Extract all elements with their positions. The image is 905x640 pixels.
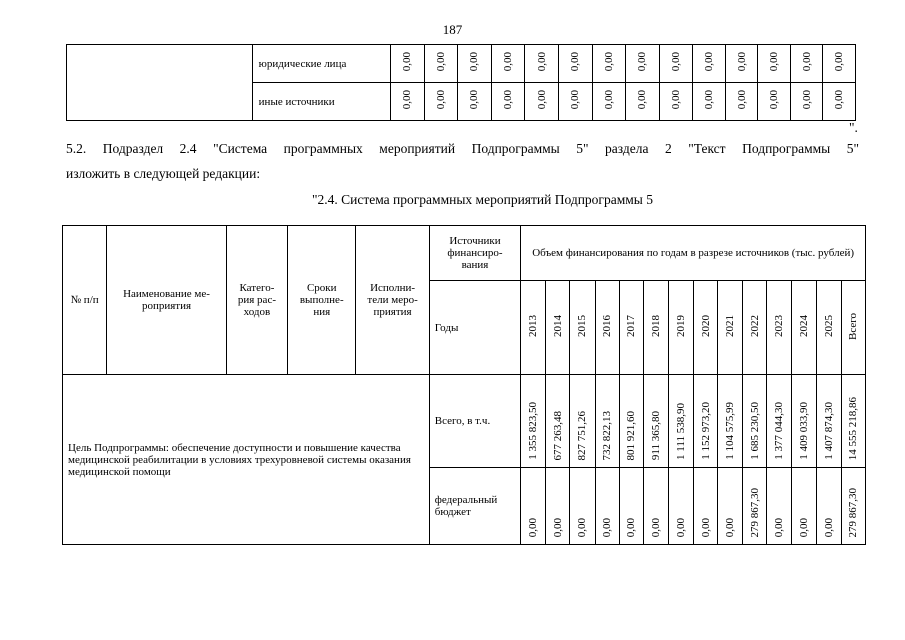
top-cell-value: 0,00 (768, 90, 781, 110)
funding-value: 0,00 (527, 517, 540, 537)
row-label-federal: федеральный бюджет (429, 468, 520, 545)
top-cell-value: 0,00 (735, 90, 748, 110)
paragraph-line-1: 5.2. Подраздел 2.4 "Система программных мероприятий Подпрограммы 5" раздела 2 "Текст Подпрограммы 5" (66, 141, 859, 156)
top-cell (592, 45, 626, 83)
year-header (595, 281, 619, 375)
funding-value: 732 822,13 (601, 410, 614, 460)
funding-cell (718, 375, 743, 468)
top-cell-value: 0,00 (636, 90, 649, 110)
funding-cell (668, 375, 693, 468)
top-cell-value: 0,00 (670, 52, 683, 72)
top-cell (725, 83, 757, 121)
year-header (693, 281, 717, 375)
top-cell (592, 83, 626, 121)
funding-cell (546, 468, 570, 545)
funding-value: 0,00 (576, 517, 589, 537)
year-label: 2014 (551, 315, 564, 337)
section-title: "2.4. Система программных мероприятий Подпрограммы 5 (311, 192, 653, 207)
funding-cell (792, 468, 816, 545)
funding-value: 1 377 044,30 (773, 402, 786, 460)
top-cell (525, 83, 559, 121)
header-category: Катего- рия рас- ходов (226, 226, 287, 375)
funding-value: 0,00 (649, 517, 662, 537)
top-cell (758, 83, 790, 121)
top-cell (525, 45, 559, 83)
year-header (841, 281, 865, 375)
top-row-label: иные источники (252, 83, 390, 121)
funding-cell (595, 375, 619, 468)
funding-cell (619, 375, 643, 468)
top-cell (558, 45, 592, 83)
header-funding: Объем финансирования по годам в разрезе источников (тыс. рублей) (521, 226, 866, 281)
top-cell-value: 0,00 (569, 90, 582, 110)
year-label: 2016 (601, 315, 614, 337)
funding-value: 14 555 218,86 (847, 396, 860, 460)
funding-cell (668, 468, 693, 545)
year-label: 2021 (724, 315, 737, 337)
funding-value: 1 152 973,20 (699, 402, 712, 460)
top-table (66, 44, 856, 121)
year-header (792, 281, 816, 375)
year-header (668, 281, 693, 375)
row-label-total: Всего, в т.ч. (429, 375, 520, 468)
top-cell-value: 0,00 (636, 52, 649, 72)
top-cell (790, 45, 822, 83)
year-label: 2019 (674, 315, 687, 337)
top-cell-value: 0,00 (768, 52, 781, 72)
top-cell-value: 0,00 (468, 52, 481, 72)
year-label: 2017 (625, 315, 638, 337)
top-row-label: юридические лица (252, 45, 390, 83)
top-cell (491, 83, 525, 121)
year-header (718, 281, 743, 375)
funding-cell (570, 468, 595, 545)
funding-cell (521, 375, 546, 468)
top-cell-value: 0,00 (703, 90, 716, 110)
top-cell (823, 83, 856, 121)
top-cell-value: 0,00 (602, 52, 615, 72)
funding-value: 677 263,48 (551, 410, 564, 460)
year-header (767, 281, 792, 375)
year-label: 2018 (649, 315, 662, 337)
year-label: 2020 (699, 315, 712, 337)
top-cell-value: 0,00 (502, 52, 515, 72)
funding-value: 827 751,26 (576, 410, 589, 460)
year-label: 2025 (822, 315, 835, 337)
top-cell-value: 0,00 (434, 90, 447, 110)
top-cell-value: 0,00 (401, 52, 414, 72)
funding-cell (643, 468, 668, 545)
funding-value: 1 104 575,99 (724, 402, 737, 460)
year-label: 2022 (748, 315, 761, 337)
top-cell-value: 0,00 (569, 52, 582, 72)
funding-cell (816, 468, 841, 545)
header-sources: Источники финансиро- вания (429, 226, 520, 281)
funding-cell (767, 468, 792, 545)
blank-cell (67, 45, 253, 121)
top-cell (659, 45, 693, 83)
top-cell-value: 0,00 (735, 52, 748, 72)
top-cell-value: 0,00 (502, 90, 515, 110)
top-cell (725, 45, 757, 83)
year-header (743, 281, 767, 375)
funding-value: 0,00 (699, 517, 712, 537)
funding-cell (693, 375, 717, 468)
top-cell (390, 83, 424, 121)
top-cell (693, 83, 725, 121)
header-num: № п/п (63, 226, 107, 375)
closing-quote: ". (849, 120, 858, 135)
year-header (570, 281, 595, 375)
funding-cell (841, 468, 865, 545)
funding-value: 279 867,30 (748, 487, 761, 537)
program-measures-table (62, 225, 866, 545)
top-cell (758, 45, 790, 83)
paragraph-line-2: изложить в следующей редакции: (66, 166, 261, 181)
top-cell-value: 0,00 (800, 52, 813, 72)
funding-value: 279 867,30 (847, 487, 860, 537)
funding-value: 0,00 (551, 517, 564, 537)
top-cell (458, 45, 492, 83)
year-header (521, 281, 546, 375)
funding-cell (841, 375, 865, 468)
funding-value: 911 365,80 (649, 410, 662, 460)
funding-cell (743, 468, 767, 545)
funding-value: 0,00 (601, 517, 614, 537)
top-cell-value: 0,00 (670, 90, 683, 110)
top-cell-value: 0,00 (535, 52, 548, 72)
year-header (643, 281, 668, 375)
top-cell (790, 83, 822, 121)
top-cell (626, 45, 660, 83)
top-cell-value: 0,00 (833, 90, 846, 110)
funding-value: 1 407 874,30 (822, 402, 835, 460)
funding-cell (816, 375, 841, 468)
funding-cell (693, 468, 717, 545)
top-cell (424, 45, 458, 83)
year-header (546, 281, 570, 375)
funding-value: 0,00 (674, 517, 687, 537)
top-cell-value: 0,00 (833, 52, 846, 72)
year-label: 2023 (773, 315, 786, 337)
funding-cell (643, 375, 668, 468)
top-cell (458, 83, 492, 121)
funding-value: 0,00 (724, 517, 737, 537)
funding-value: 0,00 (822, 517, 835, 537)
header-years-label: Годы (429, 281, 520, 375)
top-cell (823, 45, 856, 83)
funding-cell (767, 375, 792, 468)
funding-cell (792, 375, 816, 468)
funding-value: 801 921,60 (625, 410, 638, 460)
top-cell-value: 0,00 (468, 90, 481, 110)
year-label: 2024 (797, 315, 810, 337)
top-cell-value: 0,00 (401, 90, 414, 110)
funding-value: 1 355 823,50 (527, 402, 540, 460)
funding-cell (521, 468, 546, 545)
top-cell-value: 0,00 (800, 90, 813, 110)
top-cell-value: 0,00 (703, 52, 716, 72)
year-label: Всего (847, 312, 860, 340)
funding-cell (743, 375, 767, 468)
year-header (816, 281, 841, 375)
top-cell-value: 0,00 (602, 90, 615, 110)
top-cell (626, 83, 660, 121)
top-cell (491, 45, 525, 83)
header-terms: Сроки выполне- ния (288, 226, 356, 375)
top-cell (558, 83, 592, 121)
funding-cell (619, 468, 643, 545)
year-label: 2015 (576, 315, 589, 337)
funding-value: 1 409 033,90 (797, 402, 810, 460)
year-header (619, 281, 643, 375)
top-cell (659, 83, 693, 121)
top-cell (390, 45, 424, 83)
year-label: 2013 (527, 315, 540, 337)
page-number: 187 (442, 22, 463, 37)
top-cell (424, 83, 458, 121)
funding-value: 0,00 (625, 517, 638, 537)
funding-cell (595, 468, 619, 545)
funding-value: 0,00 (773, 517, 786, 537)
funding-cell (718, 468, 743, 545)
top-cell-value: 0,00 (434, 52, 447, 72)
funding-value: 0,00 (797, 517, 810, 537)
funding-cell (546, 375, 570, 468)
funding-cell (570, 375, 595, 468)
top-cell (693, 45, 725, 83)
top-cell-value: 0,00 (535, 90, 548, 110)
goal-text: Цель Подпрограммы: обеспечение доступности и повышение качества медицинской реабилитации в условиях трехуровневой системы оказания медицинской помощи (63, 375, 430, 545)
header-executors: Исполни- тели меро- приятия (356, 226, 429, 375)
header-name: Наименование ме- роприятия (107, 226, 227, 375)
funding-value: 1 111 538,90 (674, 403, 687, 460)
funding-value: 1 685 230,50 (748, 402, 761, 460)
